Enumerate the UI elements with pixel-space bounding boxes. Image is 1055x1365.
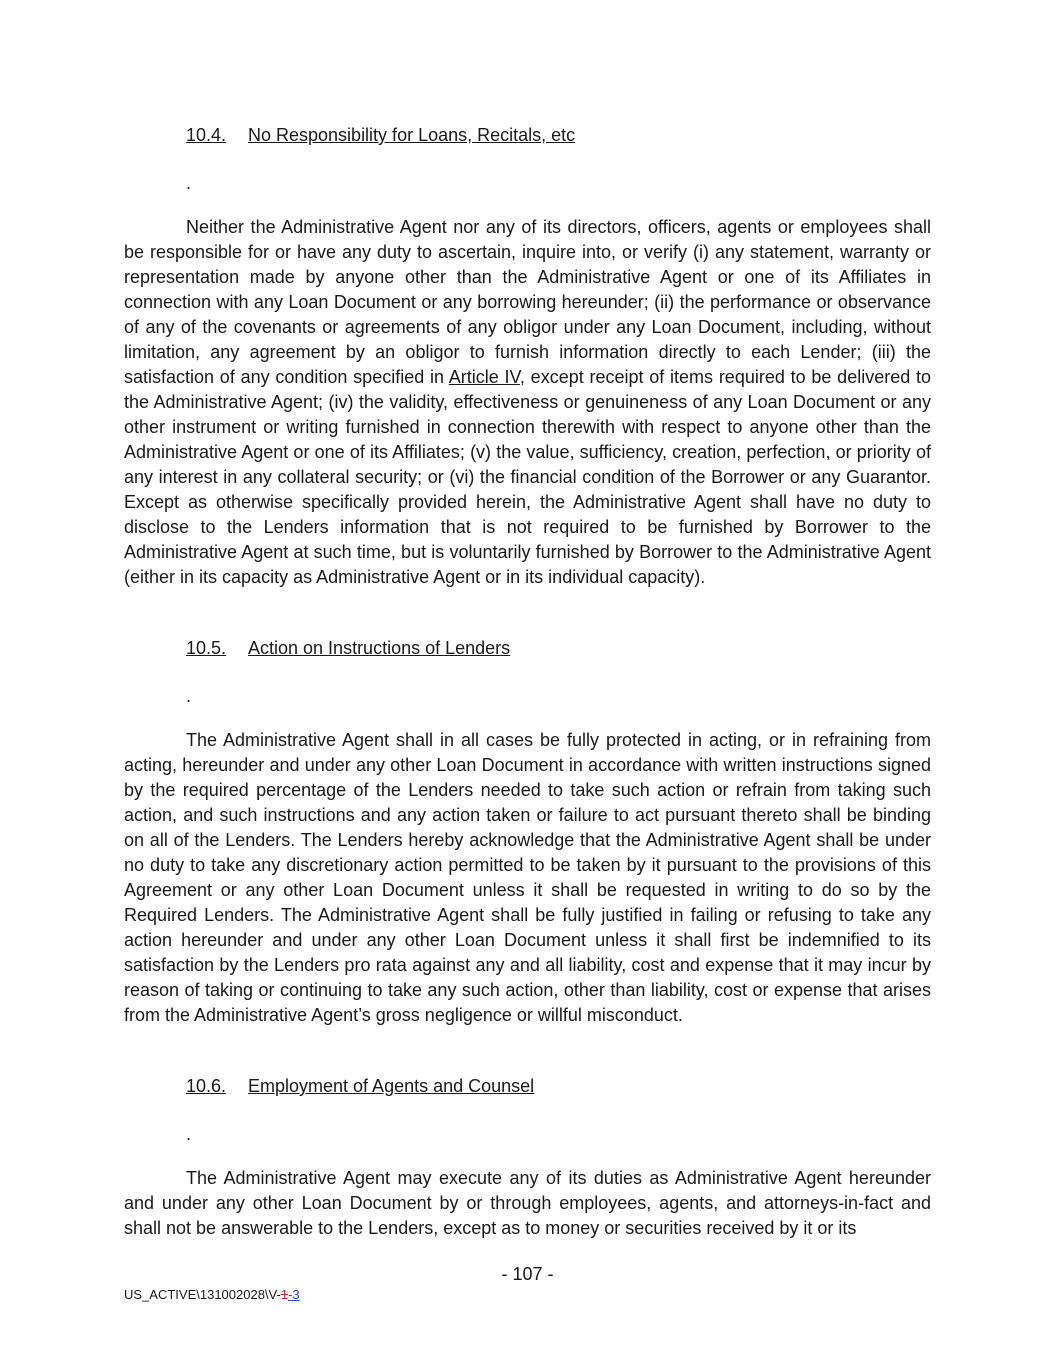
section-number: 10.5. — [186, 638, 227, 658]
inserted-version: -3 — [288, 1287, 300, 1302]
section-heading-10-4 — [186, 124, 575, 146]
section-heading-10-5 — [186, 637, 510, 659]
section-body-10-4 — [124, 215, 931, 590]
section-dot: . — [186, 1124, 192, 1144]
document-id-footer — [124, 1287, 300, 1303]
doc-id-prefix: US_ACTIVE\131002028\V- — [124, 1287, 281, 1302]
section-dot: . — [186, 173, 192, 193]
body-text: Neither the Administrative Agent nor any of its directors, officers, agents or employees shall be responsible for or have any duty to ascertain, inquire into, or verify (i) any statement, warranty or representation made by anyone other than the Administrative Agent or one of its Affiliates in connection with any Loan Document or any borrowing hereunder; (ii) the performance or observance of any of the covenants or agreements of any obligor under any Loan Document, including, without limitation, any agreement by an obligor to furnish information directly to each Lender; (iii) the satisfaction of any condition specified in — [124, 217, 931, 387]
section-title: Employment of Agents and Counsel — [248, 1076, 535, 1096]
section-number: 10.6. — [186, 1076, 227, 1096]
section-title: No Responsibility for Loans, Recitals, etc — [248, 125, 576, 145]
section-body-10-5: The Administrative Agent shall in all cases be fully protected in acting, or in refraining from acting, hereunder and under any other Loan Document in accordance with written instructions signed by the required percentage of the Lenders needed to take such action or refrain from taking such action, and such instructions and any action taken or failure to act pursuant thereto shall be binding on all of the Lenders. The Lenders hereby acknowledge that the Administrative Agent shall be under no duty to take any discretionary action permitted to be taken by it pursuant to the provisions of this Agreement or any other Loan Document unless it shall be requested in writing to do so by the Required Lenders. The Administrative Agent shall be fully justified in failing or refusing to take any action hereunder and under any other Loan Document unless it shall first be indemnified to its satisfaction by the Lenders pro rata against any and all liability, cost and expense that it may incur by reason of taking or continuing to take any such action, other than liability, cost or expense that arises from the Administrative Agent’s gross negligence or willful misconduct. — [124, 730, 931, 1025]
deleted-version: 1 — [280, 1287, 289, 1302]
section-dot: . — [186, 686, 192, 706]
page-number: - 107 - — [501, 1264, 554, 1284]
section-heading-10-6 — [186, 1075, 534, 1097]
section-number: 10.4. — [186, 125, 227, 145]
article-iv-reference: Article IV — [448, 367, 520, 387]
body-text: , except receipt of items required to be delivered to the Administrative Agent; (iv) the validity, effectiveness or genuineness of any Loan Document or any other instrument or writing furnished in connection therewith with respect to anyone other than the Administrative Agent or one of its Affiliates; (v) the value, sufficiency, creation, perfection, or priority of any interest in any collateral security; or (vi) the financial condition of the Borrower or any Guarantor. Except as otherwise specifically provided herein, the Administrative Agent shall have no duty to disclose to the Lenders information that is not required to be furnished by Borrower to the Administrative Agent at such time, but is voluntarily furnished by Borrower to the Administrative Agent (either in its capacity as Administrative Agent or in its individual capacity). — [124, 367, 932, 587]
section-title: Action on Instructions of Lenders — [248, 638, 511, 658]
section-body-10-6: The Administrative Agent may execute any of its duties as Administrative Agent hereunder and under any other Loan Document by or through employees, agents, and attorneys-in-fact and shall not be answerable to the Lenders, except as to money or securities received by it or its — [124, 1168, 931, 1238]
